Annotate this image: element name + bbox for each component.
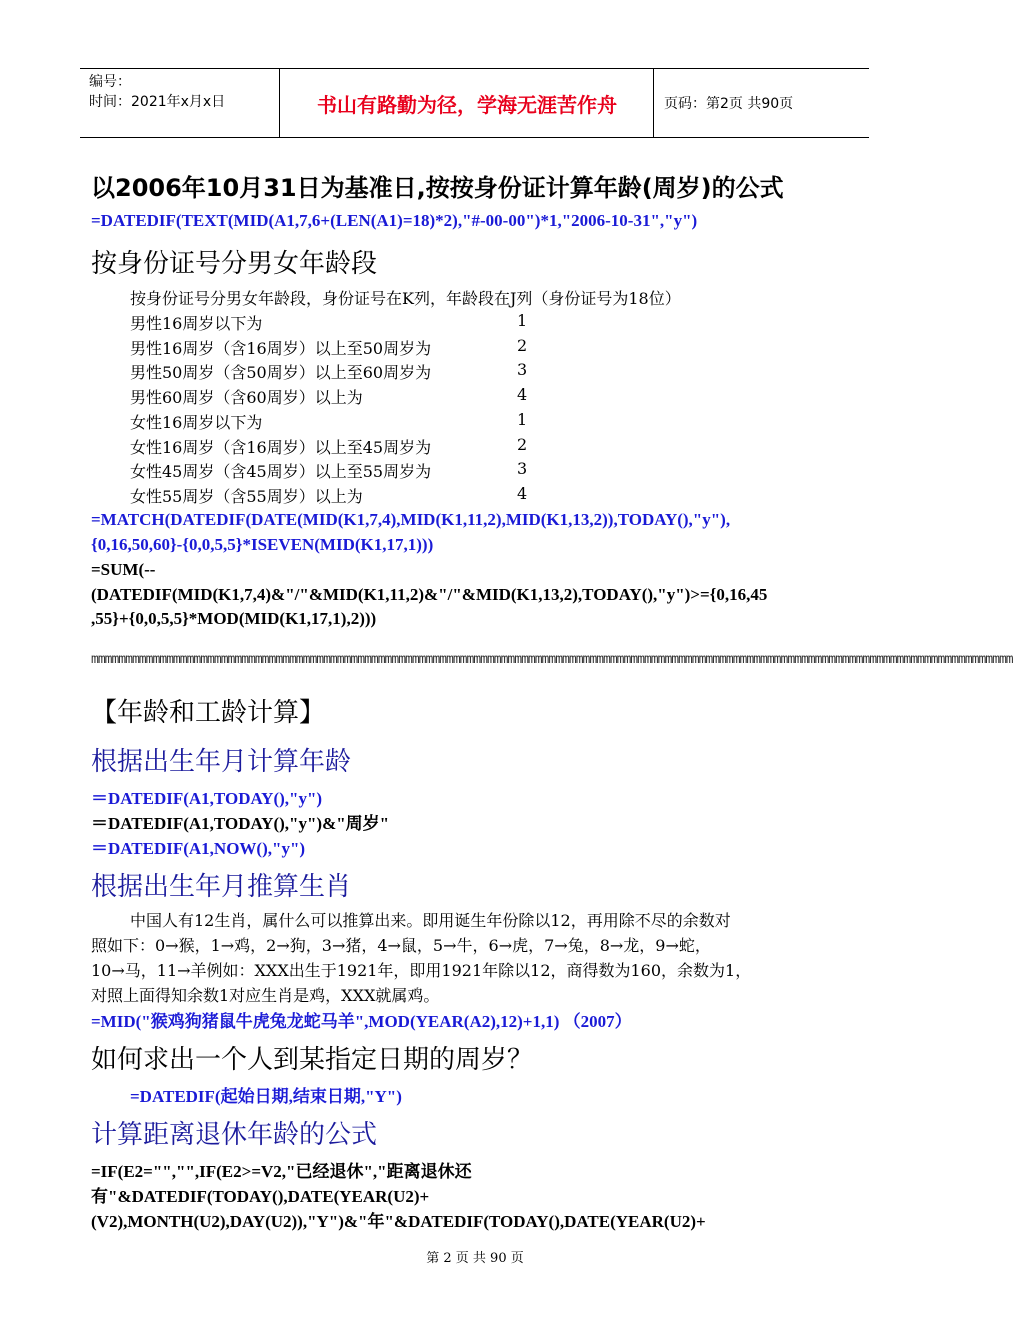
age-range-row: 女性45周岁（含45周岁）以上至55周岁为 xyxy=(130,462,432,481)
match-formula-line2: {0,16,50,60}-{0,0,5,5}*ISEVEN(MID(K1,17,1))) xyxy=(91,535,434,554)
retire-formula-line2: 有"&DATEDIF(TODAY(),DATE(YEAR(U2)+ xyxy=(91,1187,430,1206)
section1-formula: =DATEDIF(TEXT(MID(A1,7,6+(LEN(A1)=18)*2),"#-00-00")*1,"2006-10-31","y") xyxy=(91,211,698,230)
age-range-value: 2 xyxy=(517,336,528,355)
age-range-row: 女性16周岁（含16周岁）以上至45周岁为 xyxy=(130,438,432,457)
page-footer: 第 2 页 共 90 页 xyxy=(426,1251,524,1266)
age-range-row: 男性60周岁（含60周岁）以上为 xyxy=(130,388,363,407)
retire-formula-line1: =IF(E2="","",IF(E2>=V2,"已经退休","距离退休还 xyxy=(91,1162,472,1181)
age-range-row: 男性50周岁（含50周岁）以上至60周岁为 xyxy=(130,363,432,382)
age-formula-1: ＝DATEDIF(A1,TODAY(),"y") xyxy=(91,789,323,808)
age-range-row: 女性55周岁（含55周岁）以上为 xyxy=(130,487,363,506)
section3-title: 【年龄和工龄计算】 xyxy=(91,698,326,728)
age-range-value: 3 xyxy=(517,459,528,478)
section5-title: 根据出生年月推算生肖 xyxy=(91,872,352,902)
sum-formula-line3: ,55}+{0,0,5,5}*MOD(MID(K1,17,1),2))) xyxy=(91,609,377,628)
section2-title: 按身份证号分男女年龄段 xyxy=(91,249,378,279)
section4-title: 根据出生年月计算年龄 xyxy=(91,747,352,777)
age-range-row: 女性16周岁以下为 xyxy=(130,413,263,432)
sum-formula-line1: =SUM(-- xyxy=(91,560,156,579)
age-range-row: 男性16周岁（含16周岁）以上至50周岁为 xyxy=(130,339,432,358)
age-formula-3: ＝DATEDIF(A1,NOW(),"y") xyxy=(91,839,306,858)
zodiac-paragraph-line4: 对照上面得知余数1对应生肖是鸡，XXX就属鸡。 xyxy=(91,986,440,1005)
retire-formula-line3: (V2),MONTH(U2),DAY(U2)),"Y")&"年"&DATEDIF(TODAY(),DATE(YEAR(U2)+ xyxy=(91,1212,706,1231)
header-meta xyxy=(80,69,280,137)
zodiac-paragraph-line1: 中国人有12生肖，属什么可以推算出来。即用诞生年份除以12，再用除不尽的余数对 xyxy=(130,911,731,930)
datedif-formula: =DATEDIF(起始日期,结束日期,"Y") xyxy=(130,1087,402,1106)
age-range-value: 1 xyxy=(517,410,528,429)
header-motto: 书山有路勤为径，学海无涯苦作舟 xyxy=(281,69,654,137)
age-range-value: 4 xyxy=(517,484,528,503)
date-label: 时间：2021年x月x日 xyxy=(89,94,226,110)
match-formula-line1: =MATCH(DATEDIF(DATE(MID(K1,7,4),MID(K1,11,2),MID(K1,13,2)),TODAY(),"y"), xyxy=(91,510,731,529)
zodiac-formula: =MID("猴鸡狗猪鼠牛虎兔龙蛇马羊",MOD(YEAR(A2),12)+1,1) （2007） xyxy=(91,1012,632,1031)
decorative-divider: mmmmmmmmmmmmmmmmmmmmmmmmmmmmmmmmmmmmmmmmmmmmmmmmmmmmmmmmmmmmmmmmmmmmmmmmmmmmmmmmmmmmmmmmmmmmmmmmmmmmmmmmmmmmmmmmmmmmmmmmmmmmmmmmmmmmmmm xyxy=(91,652,1013,667)
zodiac-paragraph-line3: 10→马，11→羊例如：XXX出生于1921年，即用1921年除以12，商得数为160，余数为1， xyxy=(91,961,752,980)
sum-formula-line2: (DATEDIF(MID(K1,7,4)&"/"&MID(K1,11,2)&"/"&MID(K1,13,2),TODAY(),"y")>={0,16,45 xyxy=(91,585,768,604)
age-range-value: 4 xyxy=(517,385,528,404)
age-range-value: 2 xyxy=(517,435,528,454)
age-range-row: 男性16周岁以下为 xyxy=(130,314,263,333)
section2-intro: 按身份证号分男女年龄段，身份证号在K列，年龄段在J列（身份证号为18位） xyxy=(130,289,681,308)
age-formula-2: ＝DATEDIF(A1,TODAY(),"y")&"周岁" xyxy=(91,814,390,833)
age-range-value: 3 xyxy=(517,360,528,379)
number-label: 编号： xyxy=(89,74,131,90)
page-header xyxy=(80,68,869,138)
section7-title: 计算距离退休年龄的公式 xyxy=(91,1120,378,1150)
header-page-info: 页码：第2页 共90页 xyxy=(664,96,794,112)
age-range-value: 1 xyxy=(517,311,528,330)
zodiac-paragraph-line2: 照如下：0→猴，1→鸡，2→狗，3→猪，4→鼠，5→牛，6→虎，7→兔，8→龙，9→蛇， xyxy=(91,936,711,955)
section1-title: 以2006年10月31日为基准日,按按身份证计算年龄(周岁)的公式 xyxy=(91,174,784,202)
section6-title: 如何求出一个人到某指定日期的周岁？ xyxy=(91,1045,534,1075)
